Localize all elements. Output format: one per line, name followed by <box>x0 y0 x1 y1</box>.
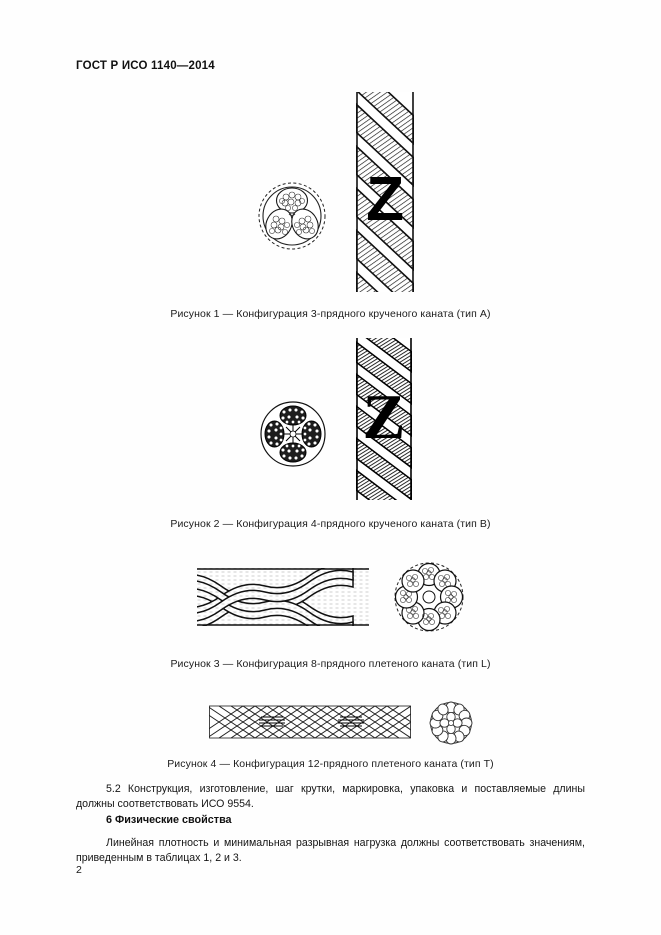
figure-2-caption: Рисунок 2 — Конфигурация 4-прядного крученого каната (тип В) <box>170 518 491 530</box>
clause-5-2-paragraph: 5.2 Конструкция, изготовление, шаг крутки, маркировка, упаковка и поставляемые длины должны соответствовать ИСО 9554. <box>76 783 585 810</box>
section-6-paragraph: Линейная плотность и минимальная разрывная нагрузка должны соответствовать значениям, приведенным в таблицах 1, 2 и 3. <box>76 837 585 864</box>
figure-4-artwork <box>0 698 661 746</box>
svg-text:Z: Z <box>362 381 406 452</box>
figure-2-cross-section <box>257 398 329 470</box>
figure-2 <box>0 338 661 530</box>
figure-3-caption: Рисунок 3 — Конфигурация 8-прядного плетеного каната (тип L) <box>170 658 491 670</box>
figure-3-rope-illustration <box>197 562 369 634</box>
figure-2-artwork <box>0 338 661 500</box>
figure-1-caption: Рисунок 1 — Конфигурация 3-прядного крученого каната (тип А) <box>170 308 491 320</box>
section-6-heading: 6 Физические свойства <box>106 814 232 826</box>
figure-1 <box>0 92 661 320</box>
document-header: ГОСТ Р ИСО 1140—2014 <box>76 60 215 72</box>
figure-3 <box>0 560 661 670</box>
svg-text:Z: Z <box>366 165 404 234</box>
figure-1-artwork <box>0 92 661 292</box>
figure-4 <box>0 698 661 770</box>
figure-1-rope-illustration <box>352 92 418 292</box>
figure-3-cross-section <box>392 560 466 634</box>
page-number: 2 <box>76 864 82 876</box>
figure-4-cross-section <box>428 700 474 746</box>
figure-3-artwork <box>0 560 661 640</box>
figure-2-rope-illustration <box>353 338 415 500</box>
figure-4-caption: Рисунок 4 — Конфигурация 12-прядного плетеного каната (тип Т) <box>167 758 494 770</box>
figure-1-cross-section <box>256 180 328 252</box>
figure-4-rope-illustration <box>209 704 411 744</box>
